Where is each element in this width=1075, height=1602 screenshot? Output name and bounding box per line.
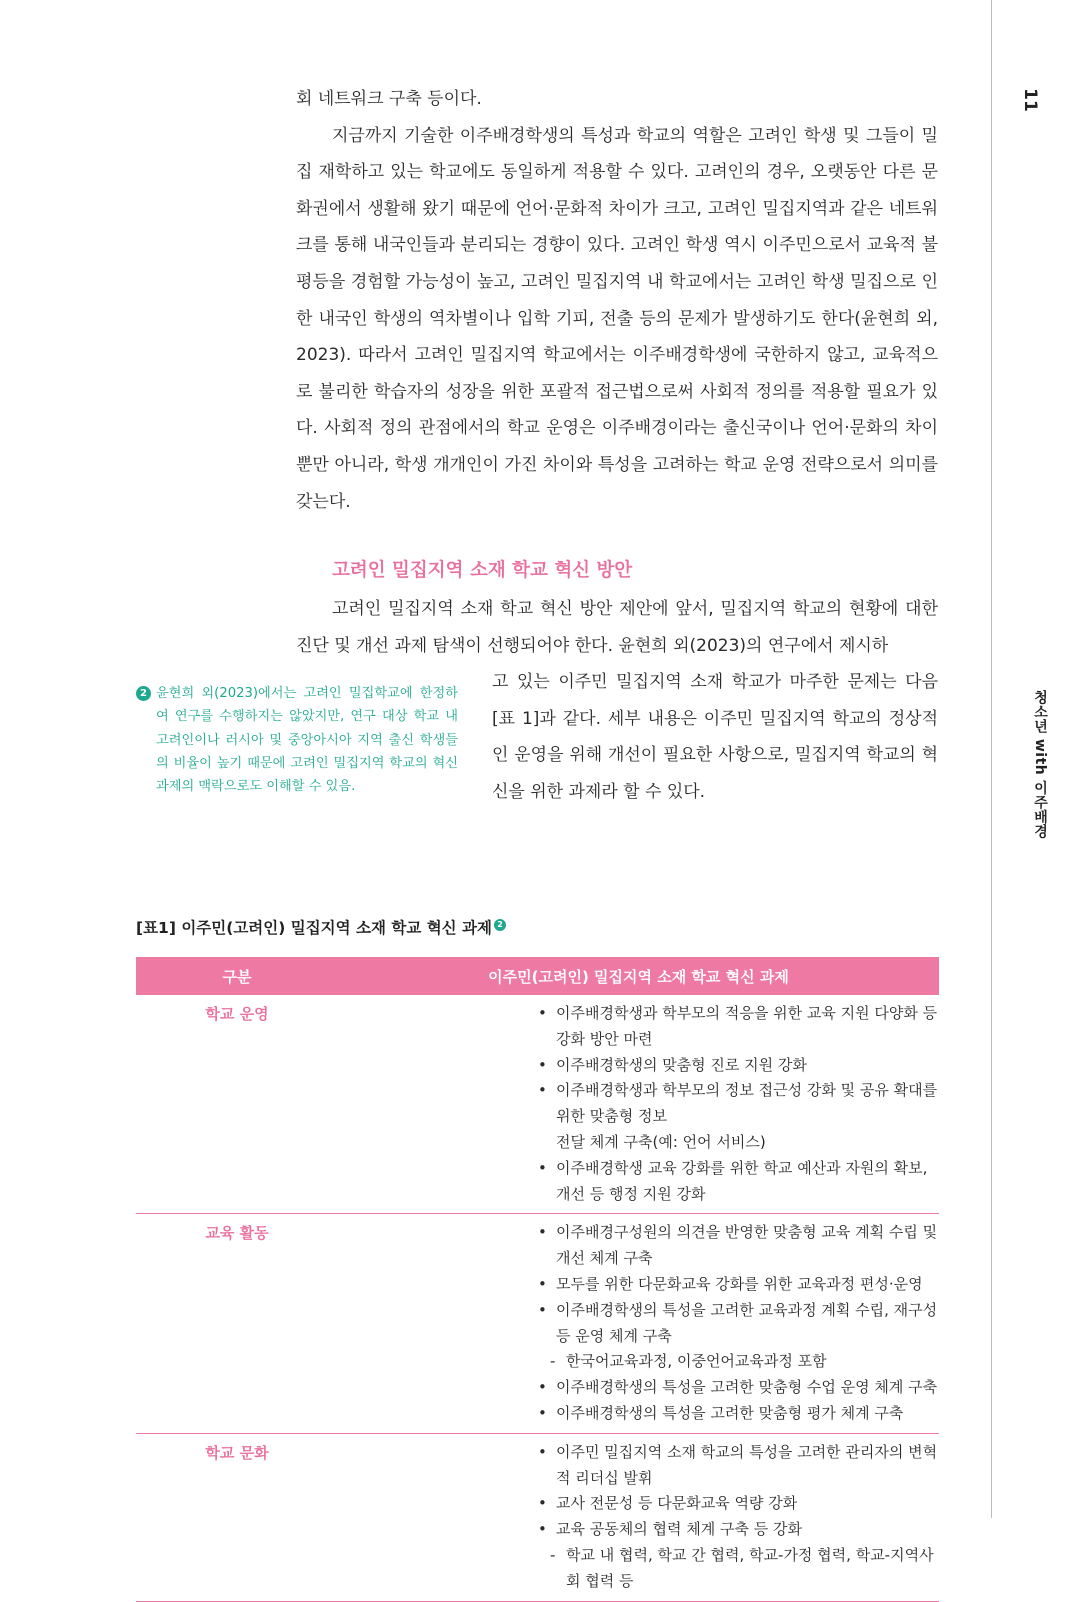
row-items	[338, 995, 939, 1214]
innovation-table	[136, 957, 939, 1602]
paragraph-main: 지금까지 기술한 이주배경학생의 특성과 학교의 역할은 고려인 학생 및 그들이 밀집 재학하고 있는 학교에도 동일하게 적용할 수 있다. 고려인의 경우, 오랫동안 다른 문화권에서 생활해 왔기 때문에 언어·문화적 차이가 크고, 고려인 밀집지역과 같은 네트워크를 통해 내국인들과 분리되는 경향이 있다. 고려인 학생 역시 이주민으로서 교육적 불평등을 경험할 가능성이 높고, 고려인 밀집지역 내 학교에서는 고려인 학생 밀집으로 인한 내국인 학생의 역차별이나 입학 기피, 전출 등의 문제가 발생하기도 한다(윤현희 외, 2023). 따라서 고려인 밀집지역 학교에서는 이주배경학생에 국한하지 않고, 교육적으로 불리한 학습자의 성장을 위한 포괄적 접근법으로써 사회적 정의를 적용할 필요가 있다. 사회적 정의 관점에서의 학교 운영은 이주배경이라는 출신국이나 언어·문화의 차이뿐만 아니라, 학생 개개인이 가진 차이와 특성을 고려하는 학교 운영 전략으로서 의미를 갖는다.	[296, 125, 938, 512]
row-items	[338, 1433, 939, 1601]
list-item: • 이주배경학생과 학부모의 정보 접근성 강화 및 공유 확대를 위한 맞춤형 정보	[538, 1078, 939, 1130]
list-item: • 이주배경학생의 특성을 고려한 맞춤형 수업 운영 체계 구축	[538, 1375, 939, 1401]
paragraph-continued: 고 있는 이주민 밀집지역 소재 학교가 마주한 문제는 다음 [표 1]과 같다. 세부 내용은 이주민 밀집지역 학교의 정상적인 운영을 위해 개선이 필요한 사항으로, 밀집지역 학교의 혁신을 위한 과제라 할 수 있다.	[492, 672, 938, 802]
list-subitem: - 학교 내 협력, 학교 간 협력, 학교-가정 협력, 학교-지역사회 협력 등	[538, 1543, 939, 1595]
table-row	[136, 1214, 939, 1433]
sidebar-divider	[991, 0, 992, 1518]
paragraph-continuation: 회 네트워크 구축 등이다.	[296, 89, 482, 109]
row-category: 교육 활동	[136, 1214, 338, 1433]
running-title: 청소년 with 이주배경	[1032, 690, 1048, 839]
table-row	[136, 1433, 939, 1601]
body-paragraphs-1	[296, 81, 938, 520]
table-row	[136, 995, 939, 1214]
list-item: • 모두를 위한 다문화교육 강화를 위한 교육과정 편성·운영	[538, 1272, 939, 1298]
paragraph-intro: 고려인 밀집지역 소재 학교 혁신 방안 제안에 앞서, 밀집지역 학교의 현황에 대한 진단 및 개선 과제 탐색이 선행되어야 한다. 윤현희 외(2023)의 연구에서 제시하	[296, 599, 938, 656]
body-paragraphs-3	[492, 664, 938, 810]
row-category: 학교 운영	[136, 995, 338, 1214]
table-header-tasks: 이주민(고려인) 밀집지역 소재 학교 혁신 과제	[338, 957, 939, 995]
footnote	[136, 682, 458, 798]
list-item: • 이주배경구성원의 의견을 반영한 맞춤형 교육 계획 수립 및 개선 체계 구축	[538, 1220, 939, 1272]
row-items	[338, 1214, 939, 1433]
list-item: • 교육 공동체의 협력 체계 구축 등 강화	[538, 1517, 939, 1543]
list-item: • 이주배경학생의 특성을 고려한 교육과정 계획 수립, 재구성 등 운영 체계 구축	[538, 1298, 939, 1350]
list-item: • 이주민 밀집지역 소재 학교의 특성을 고려한 관리자의 변혁적 리더십 발휘	[538, 1440, 939, 1492]
table-caption	[136, 916, 506, 938]
table-header-row	[136, 957, 939, 995]
list-item: • 이주배경학생 교육 강화를 위한 학교 예산과 자원의 확보, 개선 등 행정 지원 강화	[538, 1156, 939, 1208]
footnote-marker: 2	[136, 686, 151, 701]
list-subitem: - 한국어교육과정, 이중언어교육과정 포함	[538, 1349, 939, 1375]
footnote-ref-marker: 2	[494, 919, 506, 931]
table-caption-text: [표1] 이주민(고려인) 밀집지역 소재 학교 혁신 과제	[136, 919, 492, 937]
body-paragraphs-2	[296, 591, 938, 664]
list-item: • 이주배경학생과 학부모의 적응을 위한 교육 지원 다양화 등 강화 방안 마련	[538, 1001, 939, 1053]
table-header-category: 구분	[136, 957, 338, 995]
list-item: • 이주배경학생의 맞춤형 진로 지원 강화	[538, 1053, 939, 1079]
list-item-continuation: 전달 체계 구축(예: 언어 서비스)	[556, 1132, 766, 1151]
row-category: 학교 문화	[136, 1433, 338, 1601]
footnote-text: 윤현희 외(2023)에서는 고려인 밀집학교에 한정하여 연구를 수행하지는 않았지만, 연구 대상 학교 내 고려인이나 러시아 및 중앙아시아 지역 출신 학생들의 비율이 높기 때문에 고려인 밀집지역 학교의 혁신 과제의 맥락으로도 이해할 수 있음.	[156, 686, 458, 795]
list-item: • 이주배경학생의 특성을 고려한 맞춤형 평가 체계 구축	[538, 1401, 939, 1427]
section-heading: 고려인 밀집지역 소재 학교 혁신 방안	[332, 560, 633, 581]
page-number: 11	[1020, 88, 1040, 112]
list-item: • 교사 전문성 등 다문화교육 역량 강화	[538, 1491, 939, 1517]
